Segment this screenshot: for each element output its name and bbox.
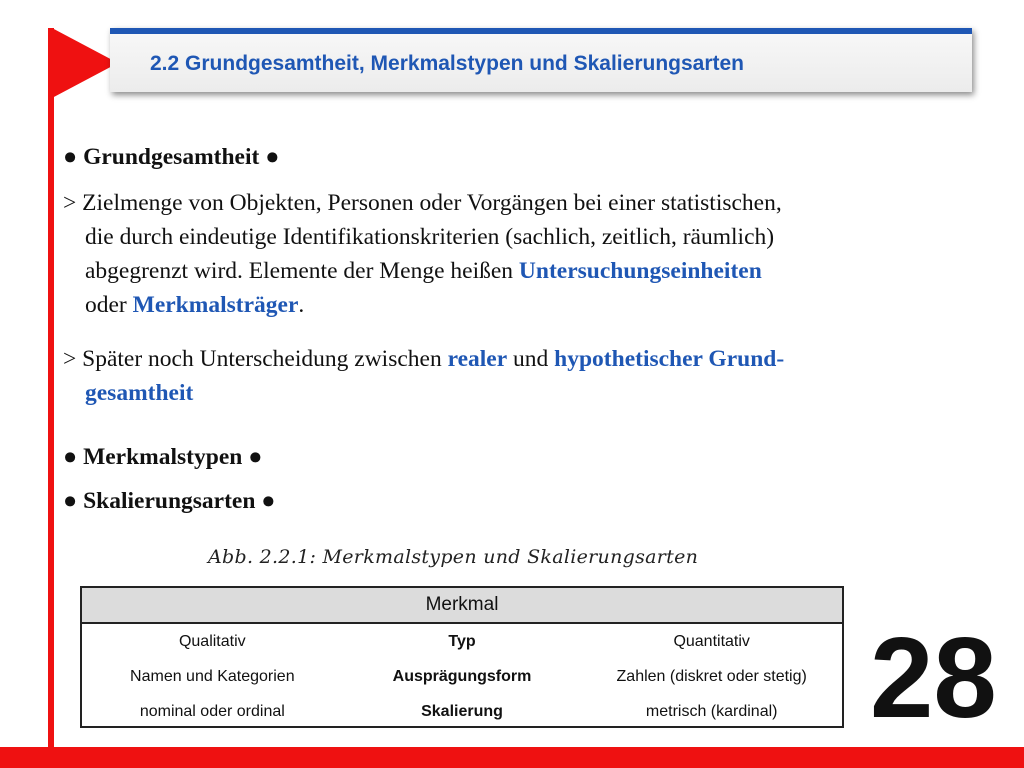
term-gesamtheit: gesamtheit xyxy=(85,380,194,406)
paragraph-definition xyxy=(63,186,943,322)
figure-caption: Abb. 2.2.1: Merkmalstypen und Skalierungsarten xyxy=(208,546,699,568)
paragraph-distinction xyxy=(63,342,943,410)
paragraph-line: > Zielmenge von Objekten, Personen oder Vorgängen bei einer statistischen, xyxy=(63,190,782,216)
title-banner xyxy=(110,28,972,92)
table-cell: Skalierung xyxy=(421,703,503,720)
table-cell: Quantitativ xyxy=(673,633,750,650)
merkmal-table xyxy=(80,586,844,728)
term-realer: realer xyxy=(447,346,508,372)
heading-merkmalstypen: ● Merkmalstypen ● xyxy=(63,444,263,470)
red-flag-icon xyxy=(52,28,118,98)
table-cell: nominal oder ordinal xyxy=(139,703,285,720)
slide-title: 2.2 Grundgesamtheit, Merkmalstypen und Skalierungsarten xyxy=(150,52,744,75)
paragraph-text: . xyxy=(298,292,305,318)
heading-skalierungsarten: ● Skalierungsarten ● xyxy=(63,488,276,514)
red-flag-pole xyxy=(48,28,54,748)
bottom-red-bar xyxy=(0,747,1024,768)
paragraph-line xyxy=(63,342,943,376)
table-cell: Qualitativ xyxy=(178,633,246,650)
table-cell: metrisch (kardinal) xyxy=(645,703,778,720)
page-number: 28 xyxy=(870,615,997,742)
paragraph-text: > Später noch Unterscheidung zwischen xyxy=(63,346,448,372)
paragraph-line xyxy=(63,288,943,322)
table-cell: Ausprägungsform xyxy=(392,668,532,685)
table-cell: Zahlen (diskret oder stetig) xyxy=(616,668,807,685)
table-cell: Namen und Kategorien xyxy=(130,668,295,685)
term-untersuchungseinheiten: Untersuchungseinheiten xyxy=(518,258,762,284)
table-row xyxy=(82,624,842,659)
term-merkmalstraeger: Merkmalsträger xyxy=(132,292,299,318)
paragraph-line: die durch eindeutige Identifikationskriterien (sachlich, zeitlich, räumlich) xyxy=(85,224,775,250)
term-hypothetischer: hypothetischer Grund- xyxy=(554,346,785,372)
paragraph-text: abgegrenzt wird. Elemente der Menge heißen xyxy=(85,258,519,284)
heading-grundgesamtheit: ● Grundgesamtheit ● xyxy=(63,144,280,170)
table-header: Merkmal xyxy=(82,588,842,624)
table-cell: Typ xyxy=(448,633,476,650)
table-row xyxy=(82,694,842,729)
table-row xyxy=(82,659,842,694)
paragraph-text: und xyxy=(507,346,555,372)
paragraph-text: oder xyxy=(85,292,133,318)
paragraph-line xyxy=(63,254,943,288)
